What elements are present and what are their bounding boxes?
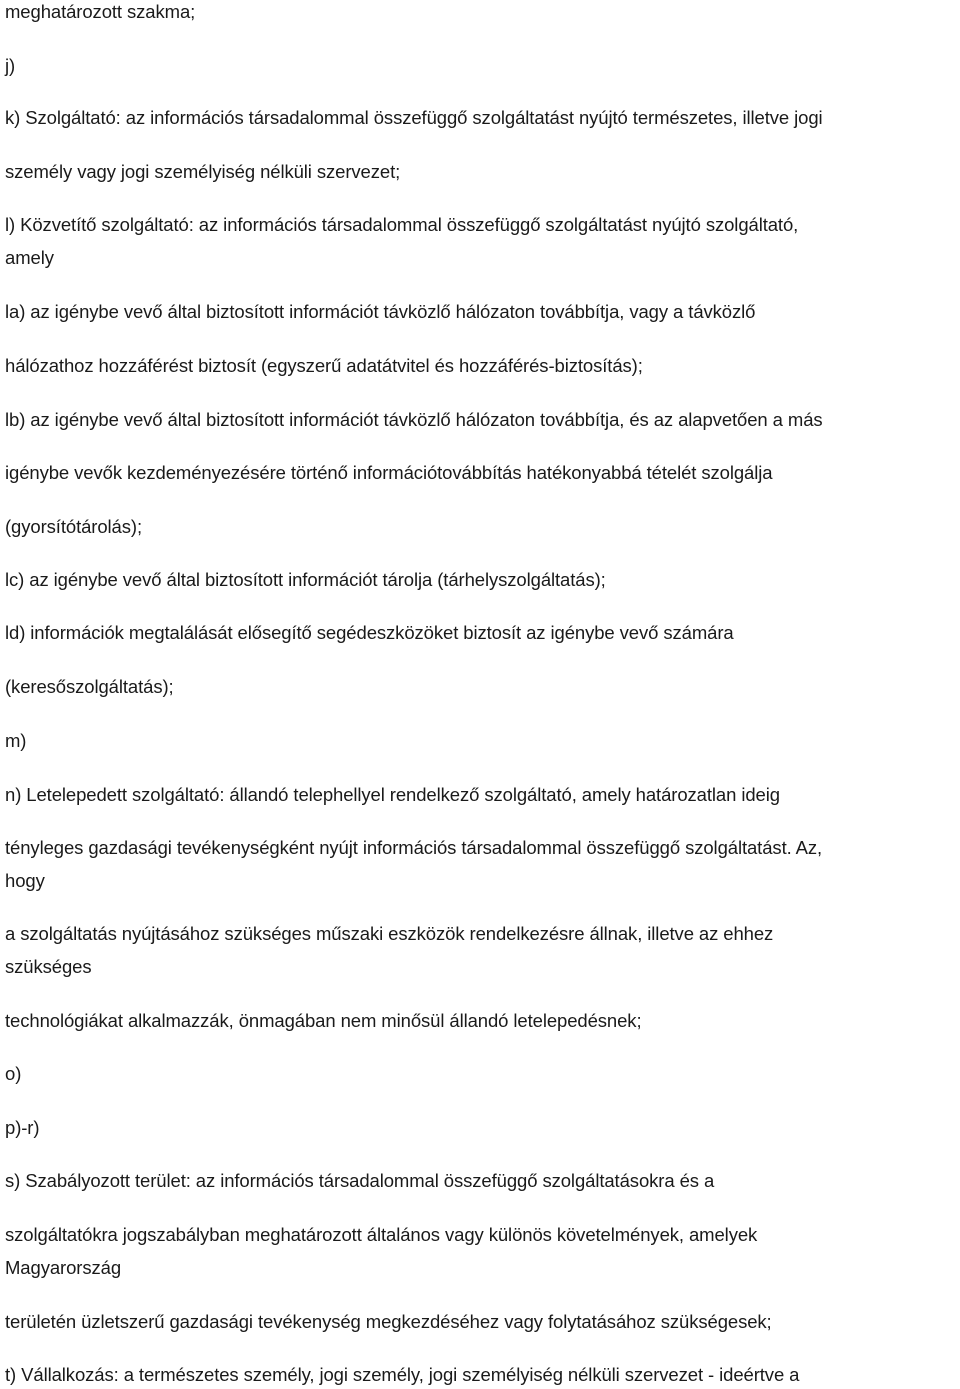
text-line: o) [5, 1063, 22, 1084]
text-line: ld) információk megtalálását elősegítő segédeszközöket biztosít az igénybe vevő számára [5, 622, 734, 643]
text-line: p)-r) [5, 1117, 40, 1138]
text-line: igénybe vevők kezdeményezésére történő információtovábbítás hatékonyabbá tételét szolgálja [5, 462, 773, 483]
text-line: l) Közvetítő szolgáltató: az információs társadalommal összefüggő szolgáltatást nyújtó szolgáltató, [5, 214, 799, 235]
text-line: szolgáltatókra jogszabályban meghatározott általános vagy különös követelmények, amelyek [5, 1224, 758, 1245]
text-line: amely [5, 247, 54, 268]
text-line: m) [5, 730, 27, 751]
text-line: Magyarország [5, 1257, 122, 1278]
text-line: technológiákat alkalmazzák, önmagában nem minősül állandó letelepedésnek; [5, 1010, 642, 1031]
text-line: hálózathoz hozzáférést biztosít (egyszerű adatátvitel és hozzáférés-biztosítás); [5, 355, 643, 376]
text-line: meghatározott szakma; [5, 1, 196, 22]
text-line: n) Letelepedett szolgáltató: állandó telephellyel rendelkező szolgáltató, amely határozatlan ideig [5, 784, 780, 805]
text-line: k) Szolgáltató: az információs társadalommal összefüggő szolgáltatást nyújtó természetes, illetve jogi [5, 107, 823, 128]
text-line: lc) az igénybe vevő által biztosított információt tárolja (tárhelyszolgáltatás); [5, 569, 606, 590]
text-line: (keresőszolgáltatás); [5, 676, 174, 697]
text-line: la) az igénybe vevő által biztosított információt távközlő hálózaton továbbítja, vagy a távközlő [5, 301, 756, 322]
text-line: a szolgáltatás nyújtásához szükséges műszaki eszközök rendelkezésre állnak, illetve az ehhez [5, 923, 774, 944]
text-line: s) Szabályozott terület: az információs társadalommal összefüggő szolgáltatásokra és a [5, 1170, 715, 1191]
text-line: t) Vállalkozás: a természetes személy, jogi személy, jogi személyiség nélküli szervezet - ideértve a [5, 1364, 800, 1385]
text-line: hogy [5, 870, 45, 891]
text-line: területén üzletszerű gazdasági tevékenység megkezdéséhez vagy folytatásához szükségesek; [5, 1311, 772, 1332]
text-line: (gyorsítótárolás); [5, 516, 142, 537]
text-line: személy vagy jogi személyiség nélküli szervezet; [5, 161, 401, 182]
text-line: j) [5, 55, 16, 76]
text-line: lb) az igénybe vevő által biztosított információt távközlő hálózaton továbbítja, és az alapvetően a más [5, 409, 823, 430]
text-line: szükséges [5, 956, 92, 977]
text-line: tényleges gazdasági tevékenységként nyújt információs társadalommal összefüggő szolgáltatást. Az, [5, 837, 823, 858]
